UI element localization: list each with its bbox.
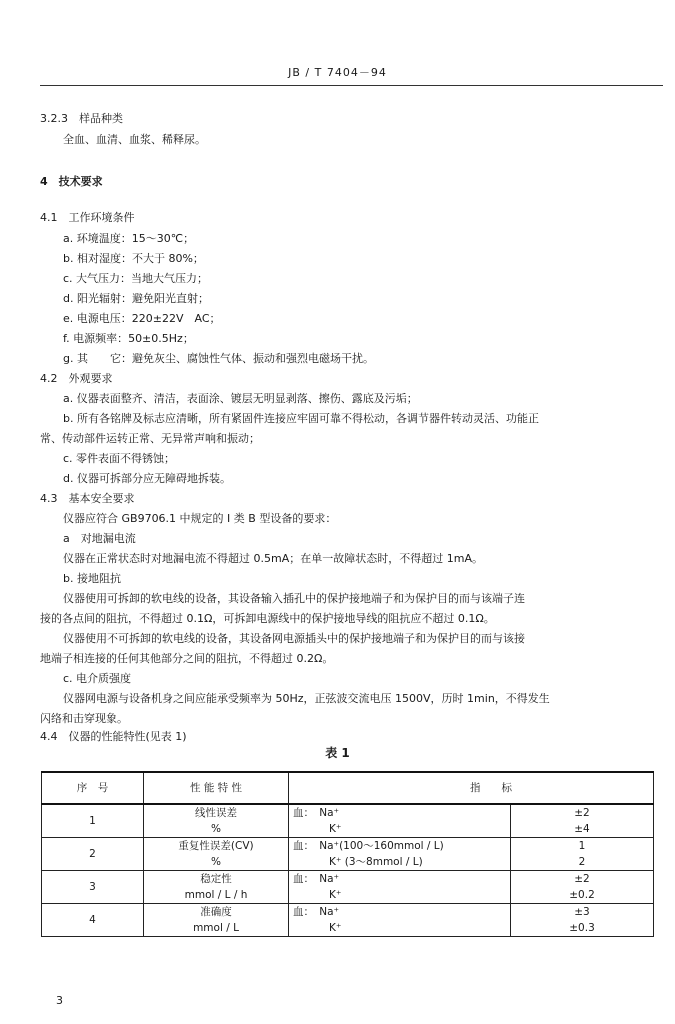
row-number: 1 xyxy=(42,804,144,838)
characteristic-cell: 准确度 xyxy=(144,904,289,921)
index-cell: 血： Na⁺ xyxy=(289,871,511,888)
value-cell: 2 xyxy=(511,854,654,871)
text-line-s43b4: 地端子相连接的任何其他部分之间的阻抗，不得超过 0.2Ω。 xyxy=(40,652,334,665)
text-line-s43c1: 仪器网电源与设备机身之间应能承受频率为 50Hz，正弦波交流电压 1500V，历时 1min，不得发生 xyxy=(63,692,550,705)
text-line-s44: 4.4 仪器的性能特性(见表 1) xyxy=(40,730,187,743)
index-cell: K⁺ (3～8mmol / L) xyxy=(289,854,511,871)
text-line-s4: 4 技术要求 xyxy=(40,175,103,188)
table-row xyxy=(42,904,654,921)
value-cell: ±3 xyxy=(511,904,654,921)
text-line-s42a: a. 仪器表面整齐、清洁，表面涂、镀层无明显剥落、擦伤、露底及污垢； xyxy=(63,392,418,405)
value-cell: 1 xyxy=(511,838,654,855)
text-line-s43a1: 仪器在正常状态时对地漏电流不得超过 0.5mA；在单一故障状态时，不得超过 1mA。 xyxy=(63,552,483,565)
text-line-s323b: 全血、血清、血浆、稀释尿。 xyxy=(63,133,206,146)
characteristic-cell: 重复性误差(CV) xyxy=(144,838,289,855)
standard-code-header: JB / T 7404－94 xyxy=(288,66,387,79)
text-line-s43p: 仪器应符合 GB9706.1 中规定的 I 类 B 型设备的要求： xyxy=(63,512,337,525)
table-header-row xyxy=(42,772,654,804)
text-line-s41d: d. 阳光辐射：避免阳光直射； xyxy=(63,292,209,305)
text-line-s41: 4.1 工作环境条件 xyxy=(40,211,135,224)
header-rule xyxy=(40,85,663,86)
text-line-s43c: c. 电介质强度 xyxy=(63,672,132,685)
text-line-s42c: c. 零件表面不得锈蚀； xyxy=(63,452,176,465)
characteristic-cell: mmol / L xyxy=(144,920,289,937)
index-cell: 血： Na⁺ xyxy=(289,904,511,921)
table-row xyxy=(42,871,654,888)
row-number: 4 xyxy=(42,904,144,937)
text-line-s43b: b. 接地阻抗 xyxy=(63,572,121,585)
text-line-s43: 4.3 基本安全要求 xyxy=(40,492,135,505)
value-cell: ±4 xyxy=(511,821,654,838)
characteristic-cell: 线性误差 xyxy=(144,804,289,821)
text-line-s43b1: 仪器使用可拆卸的软电线的设备，其设备输入插孔中的保护接地端子和为保护目的而与该端子连 xyxy=(63,592,525,605)
row-number: 3 xyxy=(42,871,144,904)
index-cell: K⁺ xyxy=(289,887,511,904)
text-line-s42: 4.2 外观要求 xyxy=(40,372,113,385)
index-cell: 血： Na⁺ xyxy=(289,804,511,821)
header-characteristic: 性 能 特 性 xyxy=(144,772,289,804)
text-line-s43b3: 仪器使用不可拆卸的软电线的设备，其设备网电源插头中的保护接地端子和为保护目的而与该接 xyxy=(63,632,525,645)
characteristic-cell: 稳定性 xyxy=(144,871,289,888)
text-line-s41c: c. 大气压力：当地大气压力； xyxy=(63,272,209,285)
text-line-s41f: f. 电源频率：50±0.5Hz； xyxy=(63,332,194,345)
performance-table xyxy=(41,771,654,937)
index-cell: 血： Na⁺(100～160mmol / L) xyxy=(289,838,511,855)
text-line-s42d: d. 仪器可拆部分应无障碍地拆装。 xyxy=(63,472,231,485)
value-cell: ±2 xyxy=(511,871,654,888)
text-line-s323: 3.2.3 样品种类 xyxy=(40,112,123,125)
value-cell: ±0.3 xyxy=(511,920,654,937)
table-row xyxy=(42,838,654,855)
text-line-s41a: a. 环境温度：15～30℃； xyxy=(63,232,195,245)
text-line-s43a: a 对地漏电流 xyxy=(63,532,136,545)
page-number: 3 xyxy=(56,994,63,1007)
index-cell: K⁺ xyxy=(289,920,511,937)
header-no: 序 号 xyxy=(42,772,144,804)
table-title: 表 1 xyxy=(325,746,350,760)
value-cell: ±2 xyxy=(511,804,654,821)
characteristic-cell: mmol / L / h xyxy=(144,887,289,904)
characteristic-cell: % xyxy=(144,854,289,871)
text-line-s43b2: 接的各点间的阻抗，不得超过 0.1Ω，可拆卸电源线中的保护接地导线的阻抗应不超过 0.1Ω。 xyxy=(40,612,495,625)
header-index: 指 标 xyxy=(289,772,654,804)
text-line-s41b: b. 相对湿度：不大于 80%； xyxy=(63,252,204,265)
text-line-s42b2: 常、传动部件运转正常、无异常声响和振动； xyxy=(40,432,260,445)
text-line-s41g: g. 其 它：避免灰尘、腐蚀性气体、振动和强烈电磁场干扰。 xyxy=(63,352,374,365)
text-line-s42b1: b. 所有各铭牌及标志应清晰，所有紧固件连接应牢固可靠不得松动，各调节器件转动灵活、功能正 xyxy=(63,412,539,425)
index-cell: K⁺ xyxy=(289,821,511,838)
text-line-s43c2: 闪络和击穿现象。 xyxy=(40,712,128,725)
table-row xyxy=(42,804,654,821)
row-number: 2 xyxy=(42,838,144,871)
value-cell: ±0.2 xyxy=(511,887,654,904)
text-line-s41e: e. 电源电压：220±22V AC； xyxy=(63,312,221,325)
characteristic-cell: % xyxy=(144,821,289,838)
